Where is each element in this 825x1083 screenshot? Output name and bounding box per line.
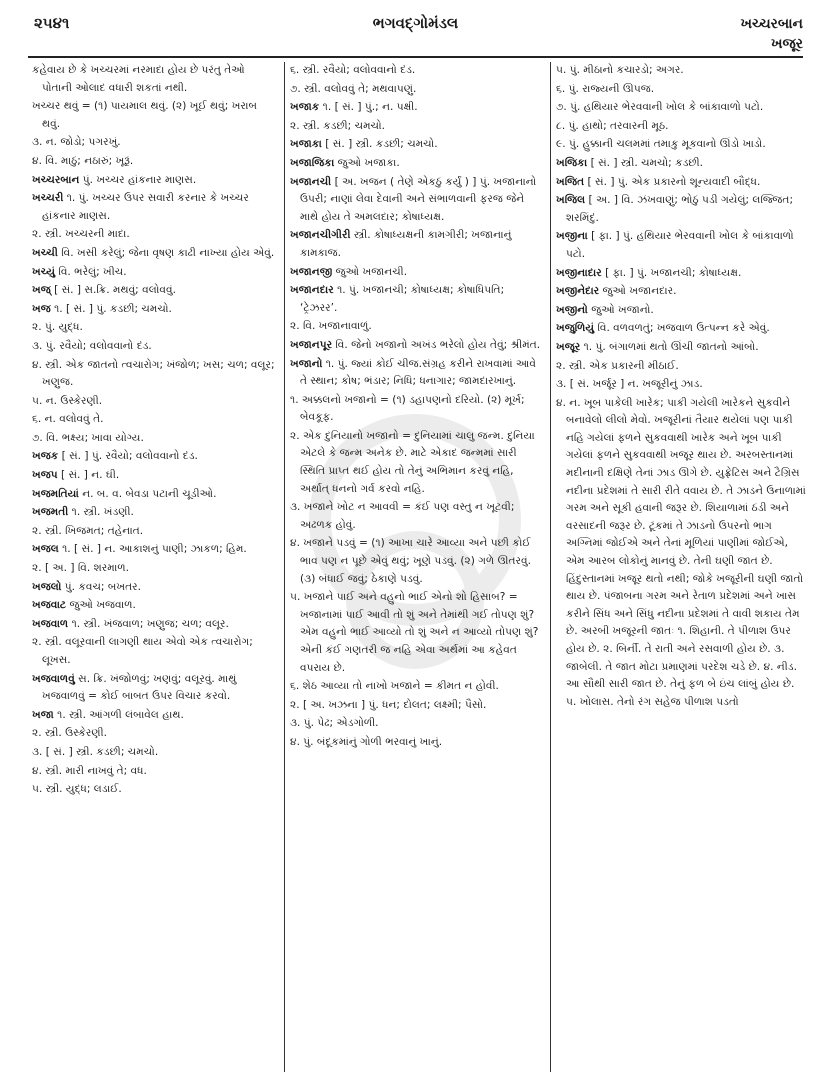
dictionary-entry	[32, 98, 278, 133]
dictionary-entry	[32, 486, 278, 504]
dictionary-entry	[32, 523, 278, 541]
guide-word-bottom: ખજૂર	[771, 36, 803, 52]
definition-text: ૩. પું. પેઢ; એડગોળી.	[290, 717, 379, 730]
headword: ખજમતિયાં	[32, 487, 79, 500]
headword: ખજાનદાર	[290, 284, 334, 297]
dictionary-entry	[32, 430, 278, 448]
definition-text: [ સં. ] સ.ક્રિ. મથવું; વલોવવું.	[50, 284, 176, 297]
dictionary-entry	[32, 744, 278, 762]
dictionary-entry	[32, 597, 278, 615]
headword: ખજાનો	[290, 357, 323, 370]
definition-text: ૮. પું. હાથો; તરવારની મૂઠ.	[556, 119, 669, 132]
definition-text: ૨. સ્ત્રી. ઉસ્કેરણી.	[32, 727, 107, 740]
definition-text: ૨. પું. યુદ્ધ.	[32, 321, 83, 334]
headword: ખચ્ચી	[32, 246, 58, 259]
dictionary-entry	[32, 725, 278, 743]
dictionary-entry	[290, 81, 544, 99]
definition-text: ૩. પું. રવૈયો; વલોવવાનો દંડ.	[32, 339, 152, 352]
dictionary-entry	[32, 781, 278, 799]
dictionary-entry	[32, 671, 278, 706]
dictionary-entry	[290, 174, 544, 227]
headword: ખજવાળવું	[32, 672, 75, 685]
dictionary-entry	[32, 504, 278, 522]
dictionary-entry	[32, 411, 278, 429]
definition-text: ૩. [ સં. ] સ્ત્રી. કડછી; ચમચો.	[32, 745, 159, 758]
definition-text: ૭. પું. હથિયાર ભેરવવાની ખોલ કે બાંકાવાળો પટો.	[556, 101, 764, 114]
definition-text: કહેવાય છે કે ખચ્ચરમાં નરમાદા હોય છે પરંતુ તેઓ પોતાની ઓલાદ વધારી શકતાં નથી.	[32, 64, 245, 94]
dictionary-entry	[556, 302, 806, 320]
dictionary-entry	[290, 499, 544, 534]
definition-text: ૨. એક દુનિયાનો ખજાનો = દુનિયામાં ચાલુ જન્મ. દુનિયા એટલે કે જન્મ અનેક છે. માટે એકાદ જન્મમાં સારી સ્થિતિ પ્રાપ્ત થઈ હોય તો તેનું અભિમાન કરવું નહિ, અર્થાત્ ધનનો ગર્વ કરવો નહિ.	[290, 429, 535, 495]
dictionary-entry	[556, 265, 806, 283]
definition-text: ૧. [ સં. ] પું. કડછી; ચમચો.	[50, 302, 172, 315]
dictionary-entry	[556, 228, 806, 263]
definition-text: ૨. સ્ત્રી. ખિજમત; તહેનાત.	[32, 524, 144, 537]
headword: ખજીના	[556, 230, 588, 243]
dictionary-entry	[32, 62, 278, 97]
page-header	[28, 10, 803, 60]
dictionary-entry	[556, 81, 806, 99]
definition-text: ૨. સ્ત્રી. વલૂરવાની લાગણી થાય એવો એક ત્વચારોગ; લૂખસ.	[32, 636, 253, 666]
dictionary-entry	[32, 579, 278, 597]
dictionary-entry	[32, 319, 278, 337]
definition-text: વિ. જેનો ખજાનો અખંડ ભરેલો હોય તેવું; શ્રીમંત.	[332, 338, 541, 351]
definition-text: સ. ક્રિ. ખંજોળવું; ખણવું; વલૂરવું. માથું ખજવાળવું = કોઈ બાબત ઉપર વિચાર કરવો.	[42, 672, 237, 703]
dictionary-entry	[32, 448, 278, 466]
dictionary-entry	[32, 190, 278, 225]
column-divider	[550, 62, 551, 1072]
dictionary-entry	[32, 541, 278, 559]
dictionary-entry	[32, 616, 278, 634]
dictionary-entry	[556, 395, 806, 712]
dictionary-entry	[32, 393, 278, 411]
column-2	[290, 62, 544, 1076]
definition-text: જુઓ ખજાકા.	[334, 156, 400, 169]
dictionary-entry	[290, 62, 544, 80]
dictionary-entry	[32, 153, 278, 171]
definition-text: [ ફા. ] પું. હથિયાર ભેરવવાની ખોલ કે બાંકાવાળો પટો.	[566, 230, 794, 260]
dictionary-entry	[556, 192, 806, 227]
dictionary-entry	[290, 678, 544, 696]
dictionary-entry	[32, 226, 278, 244]
headword: ખજુળિયું	[556, 322, 595, 335]
definition-text: ૨. [ અ. ખઝના ] પું. ધન; દોલત; લક્ષ્મી; પૈસો.	[290, 698, 487, 711]
headword: ખજાજિકા	[290, 156, 335, 169]
definition-text: ૧. અક્કલનો ખજાનો = (૧) ડહાપણનો દરિયો. (૨) મૂર્ખ; બેવકૂફ.	[290, 393, 525, 424]
dictionary-entry	[290, 227, 544, 262]
page-number: ૨૫૪૧	[34, 14, 70, 32]
dictionary-entry	[290, 136, 544, 154]
definition-text: [ અ. ખજન ( તેણે એકઠું કર્યું ) ] પું. ખજાનાનો ઉપરી; નાણાં લેવા દેવાની અને સંભાળવાની ફરજ જેને માથે હોય તે અમલદાર; કોષાધ્યક્ષ.	[300, 175, 537, 223]
definition-text: ૧. પું. ખજાનચી; કોષાધ્યક્ષ; કોષાધિપતિ; ‘ટ્રેઝરર’.	[300, 284, 505, 314]
definition-text: ૭. વિ. ભક્ષ્ય; ખાવા યોગ્ય.	[32, 431, 144, 444]
column-3	[556, 62, 806, 1076]
dictionary-entry	[556, 339, 806, 357]
definition-text: [ સં. ] પું. રવૈયો; વલોવવાનો દંડ.	[58, 450, 198, 463]
dictionary-entry	[32, 282, 278, 300]
headword: ખજવાટ	[32, 599, 67, 612]
dictionary-entry	[32, 245, 278, 263]
dictionary-entry	[290, 589, 544, 677]
headword: ખજમતી	[32, 506, 69, 519]
headword: ખજાનચી	[290, 175, 332, 188]
dictionary-entry	[290, 715, 544, 733]
headword: ખજિકા	[556, 156, 588, 169]
definition-text: [ સં. ] ન. ઘી.	[57, 469, 120, 482]
headword: ખજિત	[556, 175, 585, 188]
headword: ખજીનાદાર	[556, 266, 602, 279]
dictionary-entry	[32, 172, 278, 190]
definition-text: ૧. પું. ખચ્ચર ઉપર સવારી કરનાર કે ખચ્ચર હાંકનાર માણસ.	[42, 192, 249, 222]
dictionary-entry	[32, 301, 278, 319]
dictionary-entry	[32, 134, 278, 152]
definition-text: ૬. શેઠ આવ્યા તો નાખો ખજાને = કીમત ન હોવી.	[290, 680, 499, 693]
definition-text: ૧. સ્ત્રી. આંગળી લંબાવેલ હાથ.	[53, 708, 184, 721]
headword: ખજીનો	[556, 303, 588, 316]
guide-words	[740, 14, 803, 54]
definition-text: ૧. [ સં. ] ન. આકાશનું પાણી; ઝાકળ; હિમ.	[58, 543, 247, 556]
definition-text: ૪. ખજાને પડવું = (૧) આખા ચારે આવ્યા અને પછી કોઈ ભાવ પણ ન પૂછે એવું થવું; ખૂણે પડવું. (૨) ગળે ઊતરવું. (૩) બંધાઈ જવું; ઠેકાણે પડવું.	[290, 537, 531, 585]
definition-text: ૧. સ્ત્રી. ખંડણી.	[68, 506, 134, 519]
page-title: ભગવદ્ગોમંડલ	[372, 14, 459, 32]
dictionary-entry	[32, 338, 278, 356]
definition-text: ૪. પું. બંદૂકમાંનું ગોળી ભરવાનું ખાનું.	[290, 735, 443, 748]
dictionary-entry	[556, 376, 806, 394]
definition-text: ૪. વિ. માઠું; નઠારું; ખૂરૂં.	[32, 154, 134, 167]
dictionary-entry	[290, 535, 544, 588]
dictionary-entry	[556, 155, 806, 173]
dictionary-entry	[290, 99, 544, 117]
definition-text: ૬. પું. રાજ્યની ઊપજ.	[556, 82, 655, 95]
column-divider	[284, 62, 285, 1072]
dictionary-entry	[290, 428, 544, 498]
dictionary-entry	[556, 62, 806, 80]
definition-text: ૧. પું. જ્યાં કોઈ ચીજ.સંગ્રહ કરીને રાખવામાં આવે તે સ્થાન; કોષ; ભંડાર; નિધિ; ધનાગાર; જામદારખાનું.	[300, 357, 536, 388]
dictionary-entry	[556, 174, 806, 192]
dictionary-entry	[32, 467, 278, 485]
headword: ખજવાળ	[32, 617, 69, 630]
definition-text: ૨. સ્ત્રી. એક પ્રકારની મીઠાઈ.	[556, 359, 679, 372]
definition-text: વિ. વળવળતું; ખજવાળ ઉત્પન્ન કરે એવું.	[594, 322, 770, 335]
definition-text: [ સં. ] સ્ત્રી. ચમચો; કડછી.	[587, 156, 703, 169]
headword: ખજા	[32, 708, 54, 721]
definition-text: ૫. ન. ઉસ્કેરણી.	[32, 394, 103, 407]
definition-text: [ સં. ] પું. એક પ્રકારનો શૂન્યવાદી બૌદ્ધ.	[584, 175, 761, 188]
dictionary-entry	[290, 282, 544, 317]
column-1	[32, 62, 278, 1076]
headword: ખજાનપૂર	[290, 338, 333, 351]
definition-text: ૫. ખજાને પાઈ અને વહુનો ભાઈ એનો શો હિસાબ? = ખજાનામાં પાઈ આવી તો શું અને તેમાંથી ગઈ તોપણ શું? એમ વહુનો ભાઈ આવ્યો તો શું અને ન આવ્યો તોપણ શું? એની કંઈ ગણતરી જ નહિ એવા અર્થમાં આ કહેવત વપરાય છે.	[290, 591, 539, 674]
headword: ખજાકા	[290, 138, 322, 151]
headword: ખજપ	[32, 469, 58, 482]
dictionary-entry	[290, 697, 544, 715]
dictionary-entry	[556, 283, 806, 301]
dictionary-entry	[290, 118, 544, 136]
definition-text: ૧. [ સં. ] પું.; ન. પક્ષી.	[319, 101, 418, 114]
headword: ખચ્યું	[32, 265, 56, 278]
definition-text: ૩. [ સં. ખર્જૂર ] ન. ખજૂરીનું ઝાડ.	[556, 378, 703, 391]
dictionary-entry	[32, 707, 278, 725]
definition-text: ૪. સ્ત્રી. મારી નાખવું તે; વધ.	[32, 764, 147, 777]
headword: ખચ્ચરી	[32, 192, 64, 205]
headword: ખજાનજી	[290, 265, 333, 278]
dictionary-entry	[290, 734, 544, 752]
definition-text: [ ફા. ] પું. ખજાનચી; કોષાધ્યક્ષ.	[601, 266, 742, 279]
definition-text: ૨. વિ. ખજાનાવાળું.	[290, 320, 372, 333]
guide-word-top: ખચ્ચરબાન	[740, 16, 803, 32]
definition-text: ૬. ન. વલોવવું તે.	[32, 413, 104, 426]
definition-text: ૨. સ્ત્રી. ખચ્ચરની માદા.	[32, 228, 130, 241]
dictionary-entry	[32, 763, 278, 781]
definition-text: ૩. ન. જોડો; પગરખું.	[32, 136, 121, 149]
headword: ખજીનેદાર	[556, 285, 600, 298]
headword: ખજિલ	[556, 194, 586, 207]
dictionary-entry	[290, 155, 544, 173]
definition-text: ખચ્ચર થવું = (૧) પાયમાલ થવું. (૨) ખૂઈ થવું; ખરાબ થવું.	[32, 100, 257, 130]
dictionary-entry	[556, 99, 806, 117]
dictionary-entry	[290, 337, 544, 355]
headword: ખજાનચીગીરી	[290, 229, 351, 242]
headword: ખજ	[32, 302, 51, 315]
dictionary-entry	[556, 136, 806, 154]
dictionary-entry	[556, 358, 806, 376]
dictionary-entry	[32, 264, 278, 282]
dictionary-entry	[32, 357, 278, 392]
headword: ખચ્ચરબાન	[32, 173, 80, 186]
headword: ખજલ	[32, 543, 59, 556]
definition-text: [ અ. ] વિ. ઝંખવાણું; ભોઠું પડી ગયેલું; લજ્જિત; શરમિંદું.	[566, 194, 794, 224]
definition-text: ૭. સ્ત્રી. વલોવવું તે; મથવાપણું.	[290, 82, 417, 95]
headword: ખજલો	[32, 580, 62, 593]
definition-text: વિ. ખસી કરેલું; જેના વૃષણ કાઢી નાખ્યા હોય એવું.	[57, 246, 275, 259]
headword: ખજક	[32, 450, 59, 463]
header-rule	[28, 56, 803, 58]
definition-text: ૩. ખજાને ખોટ ન આવવી = કંઈ પણ વસ્તુ ન ખૂટવી; અઢળક હોવું.	[290, 501, 515, 531]
dictionary-entry	[290, 318, 544, 336]
definition-text: સ્ત્રી. કોષાધ્યક્ષની કામગીરી; ખજાનાનું કામકાજ.	[300, 229, 512, 259]
definition-text: ૨. [ અ. ] વિ. શરમાળ.	[32, 562, 129, 575]
definition-text: ૧. સ્ત્રી. ખંજવાળ; ખણુજ; ચળ; વલૂર.	[68, 617, 229, 630]
dictionary-entry	[290, 264, 544, 282]
definition-text: ૪. ન. ખૂબ પાકેલી ખારેક; પાકી ગયેલી ખારેકને સુકવીને બનાવેલો લીલો મેવો. ખજૂરીનાં તૈયાર થયેલાં પણ પાકી નહિ ગયેલાં ફળને સુકવવાથી ખારેક અને ખૂબ પાકી ગયેલાં ફળને સુકવવાથી ખજૂર થાય છે. અરબસ્તાનમાં મદીનાની દક્ષિણે તેનાં ઝાડ ઊગે છે. યુફ્રેટિસ અને ટૈગ્રિસ નદીના પ્રદેશમાં તે સારી રીતે વવાય છે. તે ઝાડને ઉનાળામાં ગરમ અને સૂકી હવાની જરૂર છે. શિયાળામાં ઠંડી અને વરસાદની જરૂર છે. ટૂંકમાં તે ઝાડનો ઉપરનો ભાગ અગ્નિમાં જોઈએ અને તેનાં મૂળિયાં પાણીમાં જોઈએ, એમ આરબ લોકોનું માનવું છે. તેની ઘણી જાત છે. હિંદુસ્તાનમાં ખજૂર થતો નથી; જોકે ખજૂરીની ઘણી જાતો થાય છે. પંજાબના ગરમ અને રેતાળ પ્રદેશમાં અને ખાસ કરીને સિંધ અને સિંધુ નદીના પ્રદેશમાં તે વાવી શકાય તેમ છે. અરબી ખજૂરની જાતઃ ૧. શિહાની. તે પીળાશ ઉપર હોય છે. ૨. બિર્ની. તે રાતી અને રસવાળી હોય છે. ૩. જાબેલી. તે જાત મોટા પ્રમાણમાં પરદેશ ચડે છે. ૪. નીડ. આ સૌથી સારી જાત છે. તેનું ફળ બે ઇંચ લાંબું હોય છે. ૫. ખોલાસ. તેનો રંગ સહેજ પીળાશ પડતો	[556, 396, 806, 708]
headword: ખજ્	[32, 284, 51, 297]
definition-text: જુઓ ખજાનચી.	[332, 265, 408, 278]
definition-text: પું. ખચ્ચર હાંકનાર માણસ.	[79, 173, 197, 186]
definition-text: ૫. પું. મીઠાનો કચારડો; અગર.	[556, 64, 684, 76]
definition-text: જુઓ ખજવાળ.	[66, 599, 136, 612]
definition-text: ૧. પું. બંગાળમાં થતો ઊંચી જાતનો આંબો.	[580, 340, 759, 353]
definition-text: જુઓ ખજાનો.	[587, 303, 654, 316]
dictionary-entry	[556, 118, 806, 136]
definition-text: ૫. સ્ત્રી. યુદ્ધ; લડાઈ.	[32, 783, 122, 796]
definition-text: પું. કવચ; બખતર.	[61, 580, 141, 593]
headword: ખજૂર	[556, 340, 581, 353]
definition-text: વિ. ભરેલું; ખીચ.	[55, 265, 127, 278]
definition-text: ૬. સ્ત્રી. રવૈયો; વલોવવાનો દંડ.	[290, 64, 416, 76]
definition-text: [ સં. ] સ્ત્રી. કડછી; ચમચો.	[321, 138, 438, 151]
definition-text: ન. બ. વ. બેવડા પટાની ચૂડીઓ.	[78, 487, 217, 500]
definition-text: ૨. સ્ત્રી. કડછી; ચમચો.	[290, 119, 386, 132]
dictionary-entry	[556, 320, 806, 338]
dictionary-entry	[290, 392, 544, 427]
headword: ખજાક	[290, 101, 320, 114]
definition-text: ૯. પું. હુક્કાની ચલમમાં તમાકુ મૂકવાનો ઊંડો ખાડો.	[556, 138, 766, 151]
dictionary-entry	[32, 634, 278, 669]
definition-text: જુઓ ખજાનદાર.	[599, 285, 677, 298]
dictionary-entry	[290, 356, 544, 391]
dictionary-entry	[32, 560, 278, 578]
definition-text: ૪. સ્ત્રી. એક જાતનો ત્વચારોગ; ખંજોળ; ખસ; ચળ; વલૂર; ખણુજ.	[32, 358, 275, 389]
